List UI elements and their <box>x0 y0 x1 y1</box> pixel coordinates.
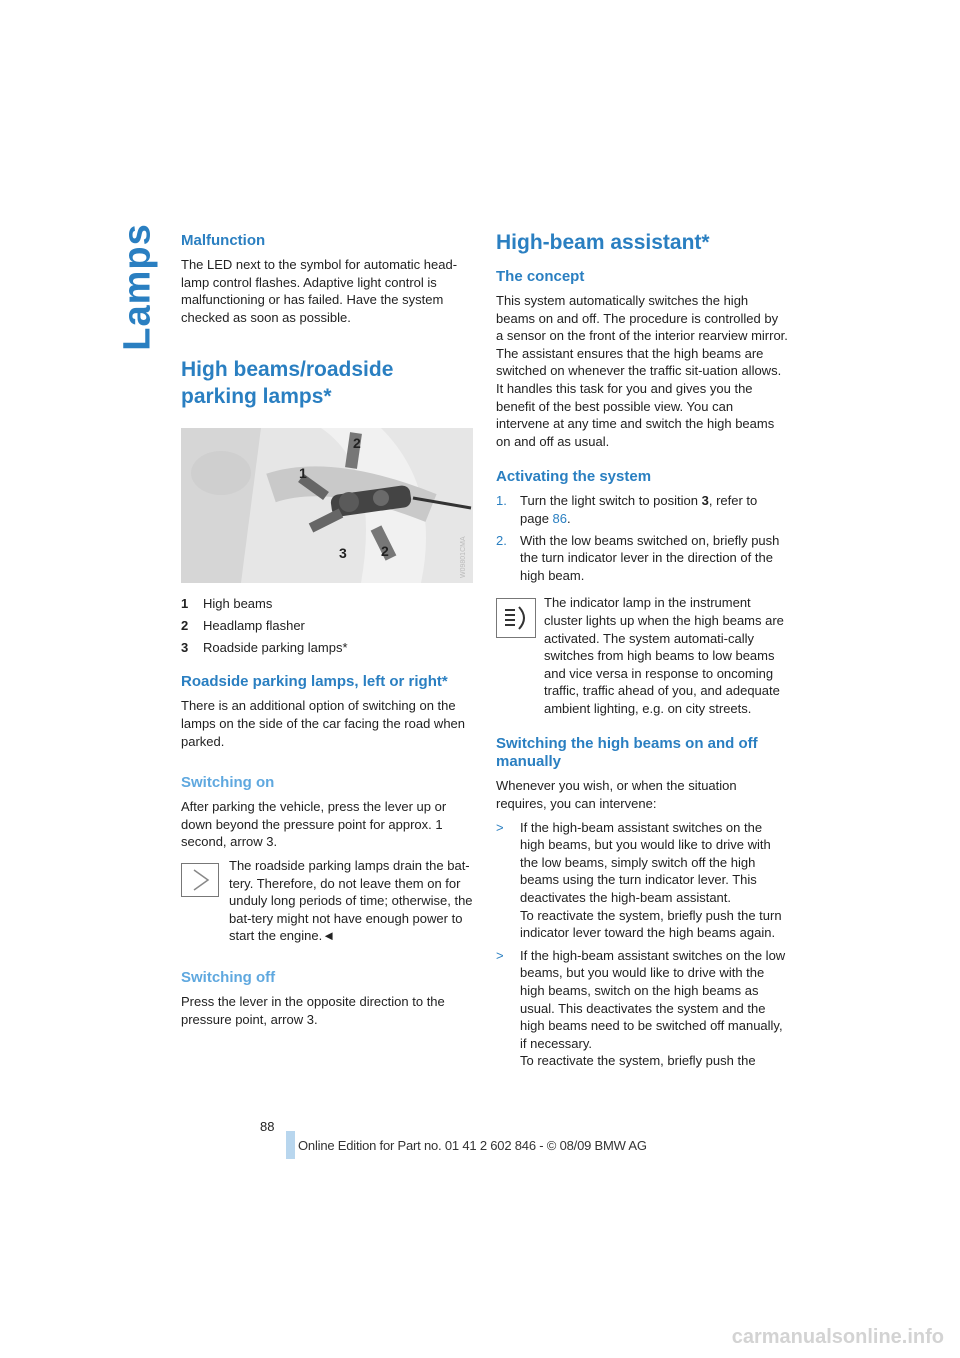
switching-on-text: After parking the vehicle, press the lever up or down beyond the pressure point for approx. 1 second, arrow 3. <box>181 799 447 850</box>
figure-code: W09801CMA <box>460 536 467 579</box>
high-beams-heading: High beams/roadside parking lamps* <box>181 358 394 409</box>
high-beam-indicator-icon <box>496 598 536 638</box>
page-link[interactable]: 86 <box>552 510 568 526</box>
legend-item: 3 Roadside parking lamps* <box>181 640 348 656</box>
concept-text: This system automatically switches the high beams on and off. The procedure is controlled by a sensor on the front of the interior rearview mirror. The assistant ensures that the high beams are switched on whenever the traffic sit-uation allows. It handles this task for you and gives you the benefit of the best possible view. You can intervene at any time and switch the high beams on and off as usual. <box>496 293 788 449</box>
concept-heading: The concept <box>496 268 585 285</box>
note-triangle-icon <box>181 863 219 897</box>
malfunction-text: The LED next to the symbol for automatic head-lamp control flashes. Adaptive light control is malfunctioning or has failed. Have the system checked as soon as possible. <box>181 257 458 325</box>
footer-text: Online Edition for Part no. 01 41 2 602 846 - © 08/09 BMW AG <box>298 1138 647 1153</box>
chapter-side-tab <box>116 223 159 351</box>
right-column <box>496 232 788 1075</box>
legend-item: 2 Headlamp flasher <box>181 618 305 634</box>
watermark: carmanualsonline.info <box>731 1326 944 1348</box>
malfunction-heading: Malfunction <box>181 232 266 249</box>
svg-text:2: 2 <box>381 543 389 560</box>
step-item: 1. Turn the light switch to position 3, refer to page 86. <box>496 493 758 526</box>
svg-text:2: 2 <box>353 435 361 452</box>
high-beam-assistant-heading: High-beam assistant* <box>496 231 710 254</box>
legend-item: 1 High beams <box>181 596 273 612</box>
svg-text:3: 3 <box>339 545 347 562</box>
bullet-item: > If the high-beam assistant switches on the high beams, but you would like to drive with the low beams, simply switch off the high beams using the turn indicator lever. This deactivates the high-beam assistant. To reactivate the system, briefly push the turn indicator lever toward the high beams again. <box>496 819 782 941</box>
lever-figure <box>181 428 473 583</box>
step-item: 2. With the low beams switched on, briefly push the turn indicator lever in the direction of the high beam. <box>496 532 780 583</box>
manual-heading: Switching the high beams on and off manually <box>496 735 758 771</box>
bullet-item: > If the high-beam assistant switches on the low beams, but you would like to drive with the high beams, switch on the high beams as usual. This deactivates the system and the high beams need to be switched off manually, if necessary. To reactivate the system, briefly push the <box>496 947 786 1069</box>
roadside-heading: Roadside parking lamps, left or right* <box>181 673 448 691</box>
indicator-note <box>496 594 788 717</box>
turn-signal-lever-illustration <box>181 428 473 583</box>
switching-off-text: Press the lever in the opposite direction to the pressure point, arrow 3. <box>181 993 445 1027</box>
activating-heading: Activating the system <box>496 468 652 486</box>
switching-on-heading: Switching on <box>181 774 275 792</box>
page-number: 88 <box>260 1119 275 1134</box>
chapter-title: Lamps <box>116 223 159 351</box>
switching-off-heading: Switching off <box>181 968 276 986</box>
figure-legend <box>181 593 473 659</box>
indicator-note-text: The indicator lamp in the instrument cluster lights up when the high beams are activated. The system automati-cally switches from high beams to low beams and vice versa in response to oncoming traffic, traffic ahead of you, and adequate ambient lighting, e.g. on city streets. <box>544 595 784 716</box>
roadside-text: There is an additional option of switching on the lamps on the side of the car facing the road when parked. <box>181 698 466 749</box>
left-column <box>181 232 473 1028</box>
battery-note <box>181 857 473 945</box>
svg-text:1: 1 <box>299 465 307 482</box>
manual-intro: Whenever you wish, or when the situation requires, you can intervene: <box>496 778 737 812</box>
footer-bar <box>286 1131 295 1159</box>
battery-note-text: The roadside parking lamps drain the bat-tery. Therefore, do not leave them on for unduly long periods of time; otherwise, the bat-tery might not have enough power to start the engine.◄ <box>229 857 473 944</box>
